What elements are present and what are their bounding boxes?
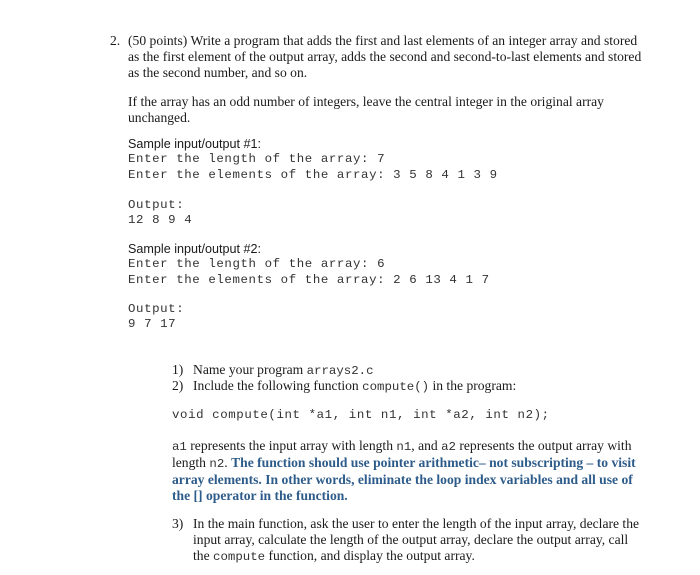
sample-2-output-value: 9 7 17 <box>128 317 177 331</box>
desc-text-1: represents the input array with length <box>186 438 397 453</box>
desc-text-2: , and <box>411 438 442 453</box>
requirement-2-text <box>193 378 516 395</box>
param-n1: n1 <box>396 440 412 454</box>
requirement-2-number: 2) <box>172 378 184 393</box>
sample-1-output-label: Output: <box>128 198 185 212</box>
requirement-3-label: In the main function, ask the user to enter the length of the input array, declare the input array, calculate the length of the output array, declare the output array, call the <box>193 516 640 563</box>
requirement-3-number: 3) <box>172 516 184 531</box>
sample-2-input-elements: Enter the elements of the array: 2 6 13 4 1 7 <box>128 273 490 287</box>
requirement-1-label: Name your program <box>193 362 307 377</box>
question-number: 2. <box>110 33 121 48</box>
compute-function-ref: compute <box>213 550 266 564</box>
requirement-2-suffix: in the program: <box>429 378 517 393</box>
question-prompt-text: Write a program that adds the first and last elements of an integer array and stored as the first element of the output array, adds the second and second-to-last elements and stored as the second number, and so on. <box>128 33 642 80</box>
function-signature: void compute(int *a1, int n1, int *a2, int n2); <box>172 408 550 422</box>
desc-text-4: . <box>224 455 232 470</box>
desc-text-3: represents the output array with length <box>172 438 632 470</box>
program-filename: arrays2.c <box>306 364 374 378</box>
question-prompt <box>128 33 648 81</box>
function-description <box>172 438 642 504</box>
requirement-3-suffix: function, and display the output array. <box>265 548 475 563</box>
sample-1-input-length: Enter the length of the array: 7 <box>128 152 386 166</box>
requirement-1-text <box>193 362 374 379</box>
requirement-3-text <box>193 516 643 565</box>
param-a1: a1 <box>172 440 187 454</box>
param-n2: n2 <box>209 457 225 471</box>
sample-2-input-length: Enter the length of the array: 6 <box>128 257 386 271</box>
pointer-arithmetic-emphasis: The function should use pointer arithmetic– not subscripting – to visit array elements. In other words, eliminate the loop index variables and all use of the [] operator in the function. <box>172 455 636 503</box>
param-a2: a2 <box>441 440 456 454</box>
requirement-2-label: Include the following function <box>193 378 363 393</box>
sample-1-output-value: 12 8 9 4 <box>128 213 193 227</box>
sample-2-output-label: Output: <box>128 302 185 316</box>
odd-array-note: If the array has an odd number of integers, leave the central integer in the original array unchanged. <box>128 94 604 125</box>
question-points: (50 points) <box>128 33 188 48</box>
requirement-1-number: 1) <box>172 362 184 377</box>
sample-1-input-elements: Enter the elements of the array: 3 5 8 4 1 3 9 <box>128 168 498 182</box>
function-name: compute() <box>362 380 430 394</box>
sample-2-label: Sample input/output #2: <box>128 242 262 256</box>
sample-1-label: Sample input/output #1: <box>128 137 262 151</box>
